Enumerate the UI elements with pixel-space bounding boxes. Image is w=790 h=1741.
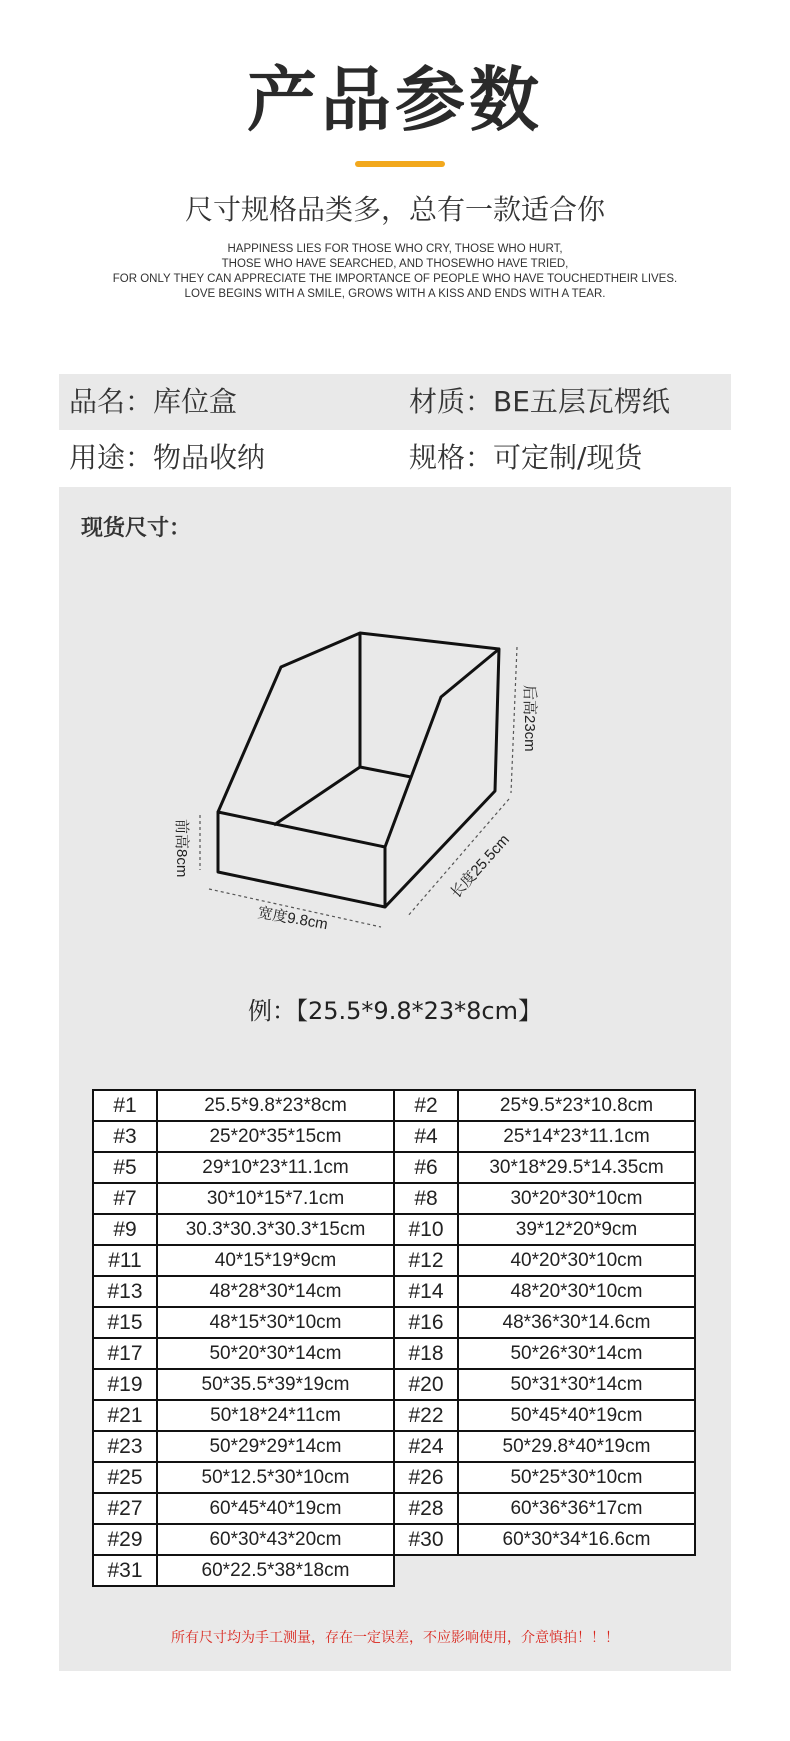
- size-number: #20: [394, 1369, 458, 1400]
- table-row: [93, 1524, 695, 1555]
- size-number: #12: [394, 1245, 458, 1276]
- size-number: #26: [394, 1462, 458, 1493]
- table-row: [93, 1121, 695, 1152]
- size-number: #28: [394, 1493, 458, 1524]
- size-number: #21: [93, 1400, 157, 1431]
- size-dimensions: 48*15*30*10cm: [157, 1307, 394, 1338]
- size-dimensions: 30.3*30.3*30.3*15cm: [157, 1214, 394, 1245]
- size-dimensions: 39*12*20*9cm: [458, 1214, 695, 1245]
- size-dimensions: 50*26*30*14cm: [458, 1338, 695, 1369]
- size-example: 例：【25.5*9.8*23*8cm】: [248, 997, 542, 1025]
- size-number: #11: [93, 1245, 157, 1276]
- size-dimensions: 40*15*19*9cm: [157, 1245, 394, 1276]
- spec-row-1: [59, 374, 731, 430]
- table-row: [93, 1276, 695, 1307]
- size-dimensions: 25*14*23*11.1cm: [458, 1121, 695, 1152]
- size-number: #1: [93, 1090, 157, 1121]
- length-label: 长度25.5cm: [447, 831, 513, 902]
- size-dimensions: 60*36*36*17cm: [458, 1493, 695, 1524]
- size-number: #27: [93, 1493, 157, 1524]
- size-dimensions: 50*29*29*14cm: [157, 1431, 394, 1462]
- english-quote: [0, 242, 790, 302]
- size-number: #2: [394, 1090, 458, 1121]
- table-row: [93, 1245, 695, 1276]
- back-height-dimline: [511, 647, 517, 793]
- size-number: #30: [394, 1524, 458, 1555]
- box-left-side: [218, 633, 360, 825]
- size-dimensions: 60*30*43*20cm: [157, 1524, 394, 1555]
- size-number: #31: [93, 1555, 157, 1586]
- spec-material: 材质：BE五层瓦楞纸: [409, 385, 670, 418]
- size-number: #10: [394, 1214, 458, 1245]
- table-row: [93, 1369, 695, 1400]
- size-number: #23: [93, 1431, 157, 1462]
- size-dimensions: [458, 1555, 695, 1586]
- size-number: #5: [93, 1152, 157, 1183]
- size-table: [92, 1089, 696, 1587]
- size-number: #4: [394, 1121, 458, 1152]
- quote-line: FOR ONLY THEY CAN APPRECIATE THE IMPORTANCE OF PEOPLE WHO HAVE TOUCHEDTHEIR LIVES.: [112, 273, 678, 285]
- box-bottom-line: [360, 767, 411, 777]
- size-dimensions: 25*9.5*23*10.8cm: [458, 1090, 695, 1121]
- size-number: #25: [93, 1462, 157, 1493]
- table-row: [93, 1183, 695, 1214]
- size-dimensions: 30*18*29.5*14.35cm: [458, 1152, 695, 1183]
- size-dimensions: 60*22.5*38*18cm: [157, 1555, 394, 1586]
- table-row: [93, 1462, 695, 1493]
- width-label: 宽度9.8cm: [256, 904, 330, 934]
- table-row: [93, 1307, 695, 1338]
- spec-usage: 用途：物品收纳: [69, 441, 266, 474]
- table-row: [93, 1090, 695, 1121]
- size-number: #6: [394, 1152, 458, 1183]
- box-back-rim: [360, 633, 499, 649]
- box-front-face: [218, 812, 385, 907]
- size-dimensions: 29*10*23*11.1cm: [157, 1152, 394, 1183]
- size-number: #3: [93, 1121, 157, 1152]
- size-number: #7: [93, 1183, 157, 1214]
- table-row: [93, 1555, 695, 1586]
- size-dimensions: 50*25*30*10cm: [458, 1462, 695, 1493]
- page-subtitle: 尺寸规格品类多，总有一款适合你: [184, 193, 605, 226]
- size-number: #16: [394, 1307, 458, 1338]
- size-number: #29: [93, 1524, 157, 1555]
- size-number: #13: [93, 1276, 157, 1307]
- size-number: #19: [93, 1369, 157, 1400]
- size-number: #22: [394, 1400, 458, 1431]
- table-row: [93, 1338, 695, 1369]
- size-dimensions: 48*36*30*14.6cm: [458, 1307, 695, 1338]
- size-dimensions: 60*45*40*19cm: [157, 1493, 394, 1524]
- quote-line: THOSE WHO HAVE SEARCHED, AND THOSEWHO HAVE TRIED,: [221, 258, 569, 270]
- size-dimensions: 50*45*40*19cm: [458, 1400, 695, 1431]
- measurement-note: 所有尺寸均为手工测量，存在一定误差，不应影响使用，介意慎拍！！！: [171, 1630, 619, 1646]
- size-number: #24: [394, 1431, 458, 1462]
- title-underline: [355, 161, 445, 167]
- table-row: [93, 1400, 695, 1431]
- size-dimensions: 40*20*30*10cm: [458, 1245, 695, 1276]
- size-dimensions: 50*20*30*14cm: [157, 1338, 394, 1369]
- size-dimensions: 50*31*30*14cm: [458, 1369, 695, 1400]
- quote-line: HAPPINESS LIES FOR THOSE WHO CRY, THOSE WHO HURT,: [227, 243, 563, 255]
- size-dimensions: 50*18*24*11cm: [157, 1400, 394, 1431]
- size-number: #18: [394, 1338, 458, 1369]
- stock-panel: [59, 487, 731, 1671]
- size-dimensions: 25.5*9.8*23*8cm: [157, 1090, 394, 1121]
- table-row: [93, 1493, 695, 1524]
- size-number: #9: [93, 1214, 157, 1245]
- size-number: #15: [93, 1307, 157, 1338]
- table-row: [93, 1152, 695, 1183]
- size-dimensions: 48*28*30*14cm: [157, 1276, 394, 1307]
- front-height-label: 前高8cm: [173, 819, 190, 878]
- size-dimensions: 30*10*15*7.1cm: [157, 1183, 394, 1214]
- size-number: [394, 1555, 458, 1586]
- spec-specification: 规格：可定制/现货: [409, 441, 643, 474]
- size-dimensions: 25*20*35*15cm: [157, 1121, 394, 1152]
- back-height-label: 后高23cm: [521, 685, 538, 752]
- table-row: [93, 1431, 695, 1462]
- box-diagram: [59, 567, 731, 967]
- table-row: [93, 1214, 695, 1245]
- quote-line: LOVE BEGINS WITH A SMILE, GROWS WITH A KISS AND ENDS WITH A TEAR.: [184, 288, 606, 300]
- size-dimensions: 50*12.5*30*10cm: [157, 1462, 394, 1493]
- spec-row-2: [59, 430, 731, 486]
- size-number: #17: [93, 1338, 157, 1369]
- size-dimensions: 50*29.8*40*19cm: [458, 1431, 695, 1462]
- size-dimensions: 60*30*34*16.6cm: [458, 1524, 695, 1555]
- size-number: #8: [394, 1183, 458, 1214]
- spec-product-name: 品名：库位盒: [69, 385, 238, 418]
- size-dimensions: 50*35.5*39*19cm: [157, 1369, 394, 1400]
- stock-label: 现货尺寸：: [81, 516, 192, 541]
- size-dimensions: 30*20*30*10cm: [458, 1183, 695, 1214]
- size-dimensions: 48*20*30*10cm: [458, 1276, 695, 1307]
- size-number: #14: [394, 1276, 458, 1307]
- page-title: 产品参数: [247, 59, 543, 141]
